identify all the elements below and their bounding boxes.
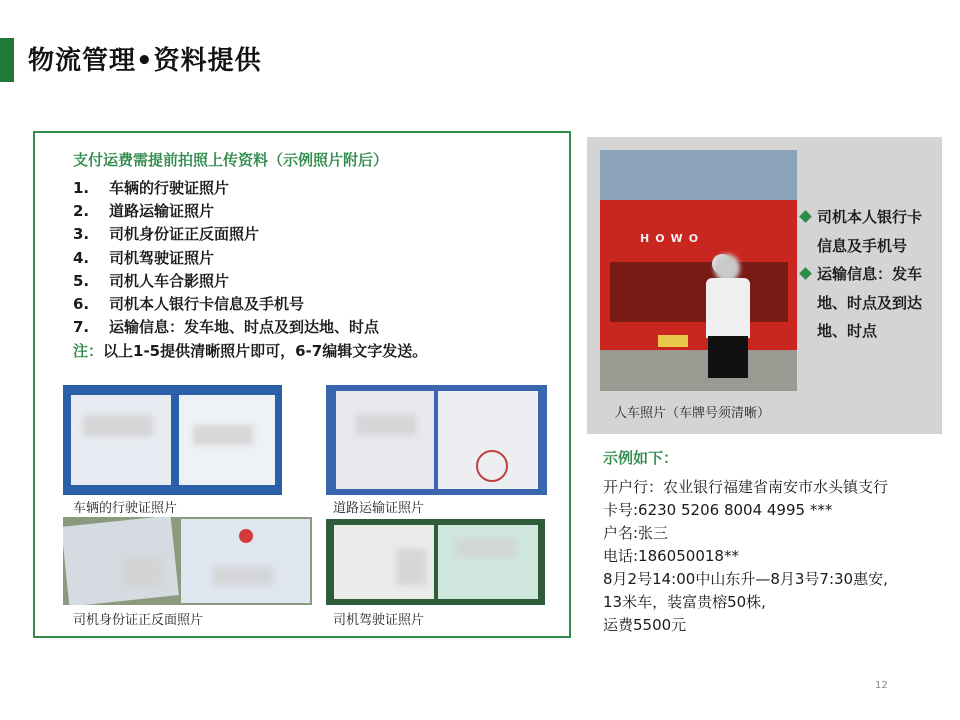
list-item	[73, 316, 379, 339]
item-text: 司机身份证正反面照片	[109, 225, 260, 244]
example-line: 开户行：农业银行福建省南安市水头镇支行	[603, 478, 889, 496]
driver-truck-photo	[600, 150, 797, 391]
list-item	[73, 293, 379, 316]
example-line: 户名:张三	[603, 524, 669, 542]
list-item	[73, 223, 379, 246]
item-number: 3.	[73, 225, 90, 244]
example-line: 8月2号14:00中山东升—8月3号7:30惠安,	[603, 570, 888, 588]
item-number: 6.	[73, 295, 90, 314]
list-item	[73, 270, 379, 293]
example-line: 13米车，装富贵榕50株,	[603, 593, 766, 611]
bullet-text: 司机本人银行卡信息及手机号	[817, 208, 923, 255]
page-title: 物流管理•资料提供	[28, 46, 262, 76]
item-number: 4.	[73, 248, 90, 267]
item-number: 2.	[73, 202, 90, 221]
bullet-text: 运输信息：发车地、时点及到达地、时点	[817, 265, 923, 341]
list-item	[801, 203, 936, 260]
item-text: 车辆的行驶证照片	[109, 179, 230, 197]
item-number: 5.	[73, 271, 90, 290]
page-number: 12	[875, 680, 888, 691]
requirements-list	[73, 177, 379, 339]
diamond-bullet-icon	[799, 210, 812, 223]
note-text: 以上1-5提供清晰照片即可，6-7编辑文字发送。	[103, 342, 428, 360]
item-text: 司机驾驶证照片	[109, 248, 215, 267]
example-line: 运费5500元	[603, 616, 687, 634]
road-transport-permit-photo	[326, 385, 547, 495]
list-item	[73, 200, 379, 223]
truck-photo-caption: 人车照片（车牌号须清晰）	[614, 406, 771, 421]
example-line: 电话:186050018**	[603, 547, 739, 565]
photo-caption: 司机驾驶证照片	[333, 613, 425, 628]
photo-caption: 司机身份证正反面照片	[73, 613, 204, 628]
truck-brand: HOWO	[640, 232, 705, 245]
example-line: 卡号:6230 5206 8004 4995 ***	[603, 501, 833, 519]
driver-license-photo	[326, 519, 545, 605]
list-item	[801, 260, 936, 346]
diamond-bullet-icon	[799, 267, 812, 280]
item-text: 运输信息：发车地、时点及到达地、时点	[109, 318, 380, 337]
title-accent-bar	[0, 38, 14, 82]
item-number: 7.	[73, 318, 90, 337]
driver-id-card-photo	[63, 517, 312, 605]
vehicle-license-photo	[63, 385, 282, 495]
list-item	[73, 247, 379, 270]
requirements-heading: 支付运费需提前拍照上传资料（示例照片附后）	[73, 151, 389, 169]
note	[73, 340, 427, 361]
item-text: 司机人车合影照片	[109, 271, 230, 290]
note-label: 注：	[73, 342, 104, 360]
truck-panel	[587, 137, 942, 434]
requirements-panel	[33, 131, 571, 638]
item-number: 1.	[73, 179, 90, 197]
photo-caption: 车辆的行驶证照片	[73, 501, 178, 516]
list-item	[73, 177, 379, 200]
item-text: 司机本人银行卡信息及手机号	[109, 295, 305, 314]
photo-caption: 道路运输证照片	[333, 501, 425, 516]
item-text: 道路运输证照片	[109, 202, 215, 221]
example-block	[603, 476, 888, 637]
truck-info-list	[801, 203, 936, 346]
example-heading: 示例如下：	[603, 449, 679, 467]
